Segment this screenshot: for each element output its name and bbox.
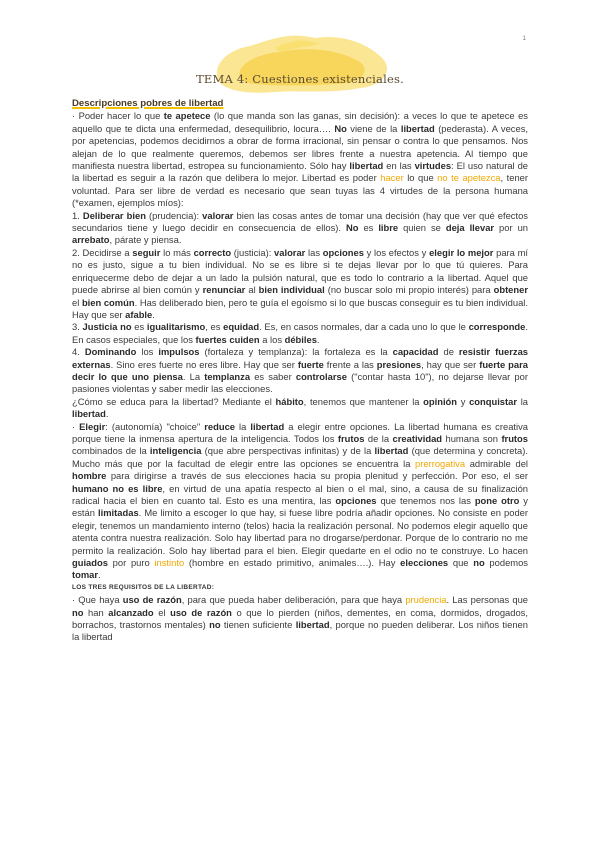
text-run: lo que (403, 172, 438, 184)
bold-term: presiones (376, 358, 422, 370)
text-run: (hombre en estado primitivo, animales….). Hay (184, 557, 401, 569)
text-run: y los efectos y (363, 246, 430, 258)
text-run: han (83, 606, 109, 618)
text-run: · (72, 420, 80, 432)
paragraph (72, 321, 528, 346)
paragraph (72, 421, 528, 582)
bold-term: Justicia no (82, 321, 132, 333)
brush-stroke-decoration (180, 28, 420, 98)
bold-term: fuerte para decir lo que uno piensa (72, 358, 528, 382)
title-block (180, 28, 420, 98)
bold-term: bien común (81, 296, 135, 308)
text-run: . Me limito a escoger lo que hay, si fuese libre podría añadir opciones. No consiste en poder elegir, tenemos un mandamiento interno (telos) hacia la realización personal. No podemos elegir aquello que atenta contra nuestra realización. Solo hay libertad para no drogarse/perdonar. Porque de lo contrario no me permito la realización. Solo hay libertad para el bien. Elegir quedarte en el odio no te construye. Lo hacen (72, 507, 528, 556)
text-run: , para que pueda haber deliberación, para que haya (181, 594, 406, 606)
bold-term: arrebato (72, 234, 110, 246)
bold-term: capacidad (392, 346, 439, 358)
bold-term: no (72, 606, 84, 618)
bold-term: seguir (132, 246, 161, 258)
text-run: (que abre perspectivas infinitas) y de la (201, 445, 375, 457)
bold-term: Dominando (84, 346, 137, 358)
bold-term: creatividad (392, 432, 443, 444)
text-run: o que lo pierden (niños, dementes, en coma, dormidos, drogados, borrachos, trastornos mentales) (72, 606, 528, 631)
text-run: (que determina y concreta). Mucho más que por la facultad de elegir entre las opciones se encuentra la (72, 445, 528, 469)
bold-term: tomar (72, 569, 99, 581)
text-run: 1. (72, 209, 83, 221)
text-run: bien las cosas antes de tomar una decisión (hay que ver qué efectos secundarios tiene y luego decidir en consecuencia de ellos). (72, 209, 528, 234)
bold-term: templanza (204, 370, 251, 382)
bold-term: libertad (250, 420, 285, 432)
bold-term: No (345, 222, 359, 234)
bold-term: reduce (204, 420, 235, 432)
text-run: por un (494, 222, 528, 234)
text-run: al (245, 284, 259, 296)
text-run: . Has deliberado bien, pero te guía el egoísmo si lo que buscas conseguir es tu bien individual. Hay que ser (72, 296, 528, 320)
text-run: admirable del (465, 457, 529, 469)
text-run: combinados de la (72, 445, 150, 457)
bold-term: opciones (335, 495, 377, 506)
text-run: frente a las (323, 358, 377, 370)
bold-term: hábito (275, 395, 304, 407)
text-run: , tenemos que mantener la (303, 395, 424, 407)
text-run: para mí no es justo, sigue a tu bien individual. No se es libre si te dejas llevar por lo que tú quieres. Para enriquecerme debo de dejar a un lado la pulsión natural, que es todo lo contrario a la libertad. Aquel que puede abrirse al bien común y (72, 246, 529, 296)
text-run: los (136, 346, 159, 358)
text-run: que tenemos nos las (376, 495, 475, 506)
bold-term: opinión (423, 395, 458, 407)
paragraph (72, 396, 528, 421)
bold-term: renunciar (202, 284, 246, 296)
bold-term: virtudes (414, 160, 452, 172)
bold-term: bien individual (258, 284, 325, 296)
text-run: : El uso natural de la libertad es seguir a la razón que delibera lo mejor. Libertad es poder (72, 160, 528, 184)
text-run: · Que haya (72, 594, 123, 606)
bold-term: Elegir (79, 420, 106, 432)
highlighted-term: hacer (380, 172, 404, 184)
page-title: TEMA 4: Cuestiones existenciales. (196, 72, 404, 86)
text-run: es saber (250, 370, 296, 382)
bold-term: resistir fuerzas externas (72, 346, 528, 370)
text-run: 3. (72, 321, 83, 333)
text-run: lo más (160, 246, 194, 258)
text-run: es (131, 321, 147, 333)
bold-term: no (209, 619, 221, 631)
text-run: . (98, 569, 101, 581)
bold-term: libertad (400, 122, 435, 134)
text-run: · Poder hacer lo que (72, 110, 164, 122)
text-run: , es (205, 321, 224, 333)
text-run: tienen suficiente (220, 619, 296, 631)
text-run: ("contar hasta 10"), no dejarse llevar por pasiones violentas y saber medir las elecciones. (72, 370, 528, 395)
page-number: 1 (522, 36, 526, 42)
bold-term: alcanzado (108, 606, 154, 618)
bold-term: inteligencia (149, 445, 202, 457)
bold-term: afable (125, 308, 153, 320)
bold-term: No (334, 122, 347, 134)
text-run: (no buscar solo mi propio interés) para (324, 284, 494, 296)
section-heading-descripciones: Descripciones pobres de libertad (72, 98, 224, 109)
bold-term: deja llevar (445, 222, 495, 234)
text-run: . Las personas que (446, 594, 528, 606)
text-run: . Sino eres fuerte no eres libre. Hay que ser (110, 358, 298, 370)
document-body (72, 98, 528, 644)
bold-term: pone otro (474, 495, 520, 506)
text-run: : (autonomía) "choice" (105, 420, 205, 432)
paragraph (72, 247, 528, 321)
bold-term: elegir lo mejor (429, 246, 494, 258)
paragraph (72, 210, 528, 247)
bold-term: libre (378, 222, 399, 234)
bold-term: uso de razón (122, 594, 182, 606)
text-run: , hay que ser (421, 358, 480, 370)
bold-term: humano no es libre (72, 482, 163, 494)
text-run: , en virtud de una apatía respecto al bien o el mal, sino, a causa de su finalización radical hacia el bien en cuanto tal. Esto es una mentira, las (72, 482, 528, 506)
text-run: viene de la (346, 122, 401, 134)
text-run: y están (72, 495, 528, 519)
text-run: la (235, 420, 251, 432)
text-run: (fortaleza y templanza): la fortaleza es la (199, 346, 393, 358)
bold-term: corresponde (468, 321, 526, 333)
paragraph (72, 110, 528, 209)
bold-term: controlarse (295, 370, 347, 382)
text-run: las (305, 246, 323, 258)
text-run: a los (259, 333, 285, 345)
text-run: . La (182, 370, 205, 382)
bold-term: igualitarismo (146, 321, 206, 333)
bold-term: conquistar (469, 395, 518, 407)
bold-term: libertad (374, 445, 409, 457)
bold-term: te apetece (163, 110, 211, 122)
text-run: . (316, 333, 320, 345)
text-run: por puro (107, 557, 155, 569)
section-heading-requisitos: LOS TRES REQUISITOS DE LA LIBERTAD: (72, 583, 215, 591)
text-run: de la (364, 432, 393, 444)
bold-term: débiles (284, 333, 317, 345)
paragraph (72, 346, 528, 396)
text-run: 4. (72, 346, 85, 358)
text-run: humana son (442, 432, 502, 444)
text-run: , tener voluntad. Para ser libre de verdad es necesario que sean tuyas las 4 virtudes de la persona humana (*examen, ejemplos míos): (72, 172, 528, 209)
bold-term: elecciones (400, 557, 449, 569)
text-run: la (517, 395, 528, 407)
bold-term: no (473, 557, 485, 569)
bold-term: equidad (223, 321, 260, 333)
text-run: y (457, 395, 470, 407)
text-run: (pederasta). A veces, por apetencias, podemos decidirnos a obrar de forma irracional, sin pensar o contra lo que pensamos. Nos alejan de lo que realmente queremos, debemos ser libres frente a nuestra apetencia. Al tiempo que manifiesta nuestra libertad, estropea su funcionamiento. Sólo hay (72, 122, 528, 172)
text-run: ¿Cómo se educa para la libertad? Mediante el (72, 395, 276, 407)
text-run: en las (383, 160, 415, 172)
highlighted-term: instinto (154, 557, 185, 569)
bold-term: opciones (322, 246, 364, 258)
text-run: a elegir entre opciones. La libertad humana es creativa porque tiene la inmensa apertura de la inteligencia. Todos los (72, 420, 528, 444)
text-run: de (438, 346, 459, 358)
bold-term: libertad (295, 619, 330, 631)
bold-term: valorar (202, 209, 234, 221)
text-run: que (448, 557, 474, 569)
bold-term: correcto (193, 246, 232, 258)
text-run: quien se (398, 222, 446, 234)
bold-term: libertad (349, 160, 384, 172)
bold-term: hombre (72, 470, 107, 482)
bold-term: Deliberar bien (82, 209, 146, 221)
bold-term: limitadas (98, 507, 139, 519)
bold-term: fuerte (297, 358, 324, 370)
bold-term: impulsos (158, 346, 200, 358)
text-run: . En casos especiales, que los (72, 321, 528, 345)
highlighted-term: no te apetezca (437, 172, 501, 184)
text-run: . (152, 308, 155, 320)
text-run: , párate y piensa. (109, 234, 182, 246)
bold-term: valorar (274, 246, 306, 258)
bold-term: uso de razón (170, 606, 232, 618)
text-run: . Es, en casos normales, dar a cada uno lo que le (259, 321, 469, 333)
paragraph (72, 594, 528, 644)
text-run: (prudencia): (145, 209, 203, 221)
bold-term: fuertes cuiden (195, 333, 260, 345)
text-run: (lo que manda son las ganas, sin decisión): a veces lo que te apetece es aquello que te dicta una enfermedad, desequilibrio, locura…. (72, 110, 528, 134)
text-run: el (153, 606, 171, 618)
bold-term: libertad (72, 408, 106, 420)
highlighted-term: prudencia (405, 594, 447, 606)
text-run: podemos (484, 557, 528, 569)
bold-term: obtener (493, 284, 528, 296)
bold-term: guiados (72, 557, 108, 569)
bold-term: frutos (501, 432, 528, 444)
text-run: es (358, 222, 379, 234)
bold-term: frutos (337, 432, 365, 444)
text-run: . (105, 408, 109, 420)
text-run: 2. Decidirse a (72, 246, 133, 258)
text-run: el (72, 296, 82, 308)
highlighted-term: prerrogativa (415, 457, 466, 469)
text-run: , porque no pueden deliberar. Los niños tienen la libertad (72, 619, 528, 643)
text-run: para dirigirse a través de sus elecciones hacia su propia plenitud y perfección. Por eso, el ser (106, 470, 528, 482)
text-run: (justicia): (231, 246, 275, 258)
